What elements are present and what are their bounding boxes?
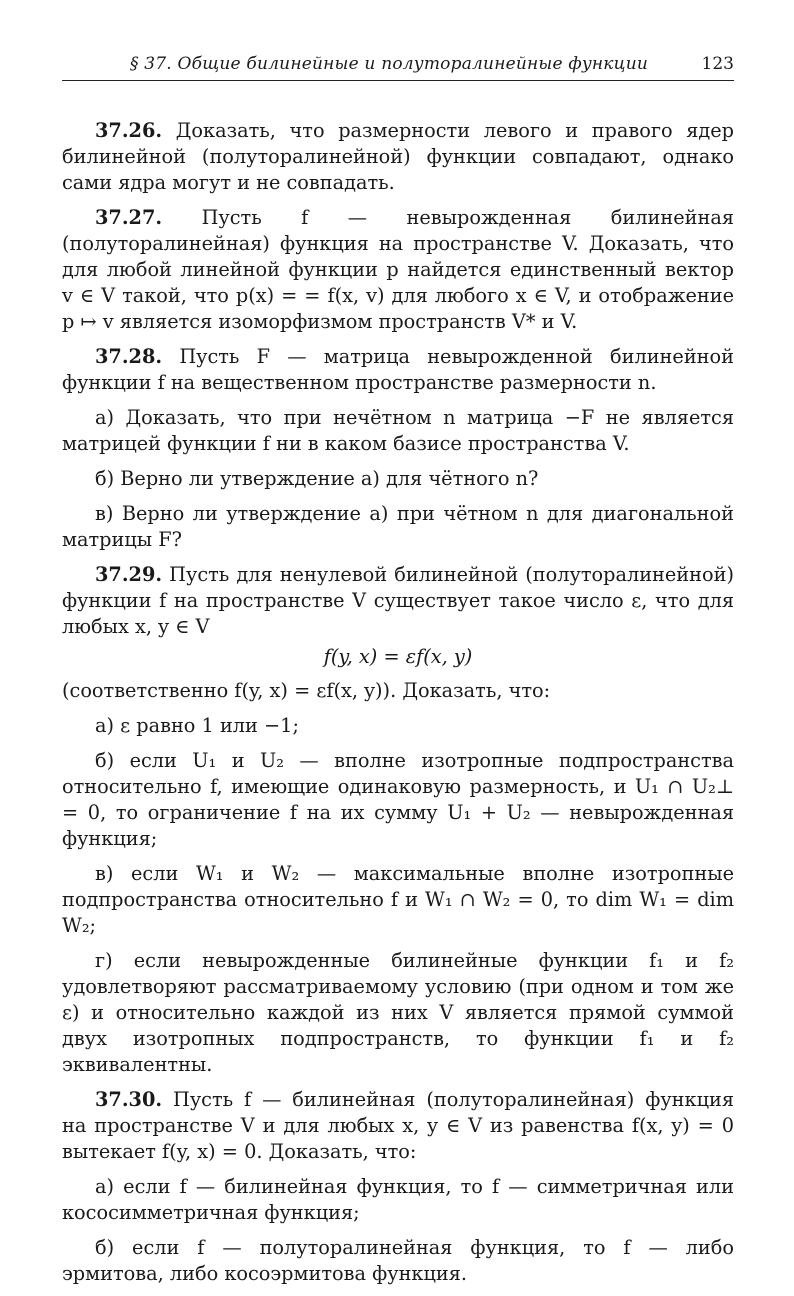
problem-37-30 — [62, 1087, 734, 1165]
problem-text: Пусть f — билинейная (полуторалинейная) функция на пространстве V и для любых x, y ∈ V из равенства f(x, y) = 0 вытекает f(y, x) = 0. Доказать, что: — [62, 1088, 734, 1163]
problem-37-29-after: (соответственно f(y, x) = εf(x, y)). Доказать, что: — [62, 679, 551, 702]
problem-37-29-a: а) ε равно 1 или −1; — [95, 714, 299, 737]
formula: f(y, x) = εf(x, y) — [323, 645, 473, 668]
problem-text: Пусть f — невырожденная билинейная (полуторалинейная) функция на пространстве V. Доказать, что для любой линейной функции p найдется единственный вектор v ∈ V такой, что p(x) = = f(x, v) для любого x ∈ V, и отображение p ↦ v является изоморфизмом пространств V* и V. — [62, 206, 734, 333]
problem-37-28-b: б) Верно ли утверждение а) для чётного n? — [95, 467, 539, 490]
problem-number: 37.29. — [95, 563, 163, 586]
problem-37-26 — [62, 118, 734, 196]
header-rule — [62, 80, 734, 81]
problem-37-29-b: б) если U₁ и U₂ — вполне изотропные подпространства относительно f, имеющие одинаковую размерность, и U₁ ∩ U₂⊥ = 0, то ограничение f на их сумму U₁ + U₂ — невырожденная функция; — [62, 749, 734, 850]
problem-37-30-a: а) если f — билинейная функция, то f — симметричная или кососимметричная функция; — [62, 1175, 734, 1224]
problem-37-28-a: а) Доказать, что при нечётном n матрица −F не является матрицей функции f ни в каком базисе пространства V. — [62, 406, 734, 455]
problem-37-29 — [62, 562, 734, 640]
problem-number: 37.27. — [95, 206, 163, 229]
problem-37-28-c: в) Верно ли утверждение а) при чётном n для диагональной матрицы F? — [62, 502, 734, 551]
problem-37-29-c: в) если W₁ и W₂ — максимальные вполне изотропные подпространства относительно f и W₁ ∩ W₂ = 0, то dim W₁ = dim W₂; — [62, 862, 734, 937]
problem-number: 37.28. — [95, 345, 163, 368]
running-header — [62, 54, 734, 82]
problem-37-29-d: г) если невырожденные билинейные функции f₁ и f₂ удовлетворяют рассматриваемому условию (при одном и том же ε) и относительно каждой из них V является прямой суммой двух изотропных подпространств, то функции f₁ и f₂ эквивалентны. — [62, 949, 734, 1076]
problem-text: Пусть F — матрица невырожденной билинейной функции f на вещественном пространстве размерности n. — [62, 345, 734, 394]
page-number: 123 — [701, 54, 734, 74]
problem-37-30-b: б) если f — полуторалинейная функция, то f — либо эрмитова, либо косоэрмитова функция. — [62, 1236, 734, 1285]
problem-number: 37.30. — [95, 1088, 163, 1111]
page-body — [62, 118, 734, 1296]
problem-37-28 — [62, 344, 734, 396]
header-title: § 37. Общие билинейные и полуторалинейные функции — [129, 54, 648, 74]
problem-number: 37.26. — [95, 119, 163, 142]
problem-text: Доказать, что размерности левого и правого ядер билинейной (полуторалинейной) функции совпадают, однако сами ядра могут и не совпадать. — [62, 119, 734, 194]
problem-37-27 — [62, 205, 734, 335]
problem-text: Пусть для ненулевой билинейной (полуторалинейной) функции f на пространстве V существует такое число ε, что для любых x, y ∈ V — [62, 563, 734, 638]
